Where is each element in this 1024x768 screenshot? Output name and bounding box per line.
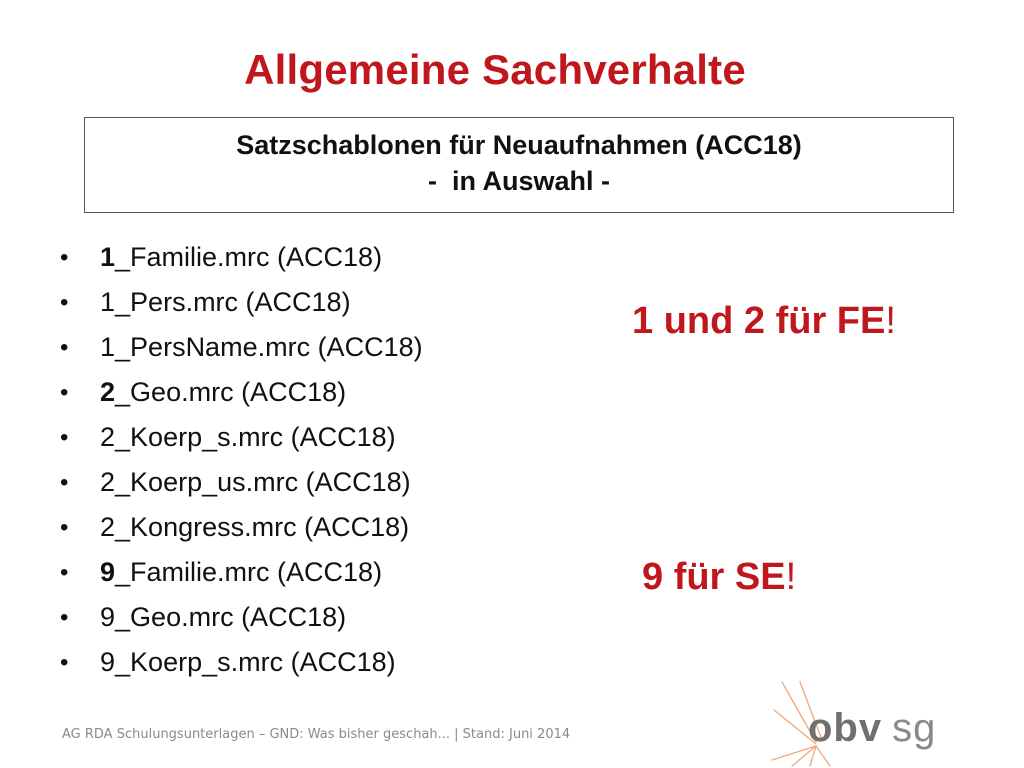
bullet-icon: • [60,604,69,631]
item-number: 1 [100,287,116,317]
list-item [58,235,423,280]
item-text: _PersName.mrc (ACC18) [115,332,423,362]
note-fe-exclamation: ! [885,300,896,342]
bullet-icon: • [60,424,69,451]
list-item [58,460,423,505]
item-number: 9 [100,602,116,632]
item-text: _Familie.mrc (ACC18) [115,557,383,587]
note-se-exclamation: ! [785,556,797,598]
bullet-icon: • [60,334,69,361]
item-number: 2 [100,377,116,407]
bullet-icon: • [60,559,69,586]
template-list [58,235,423,685]
list-item [58,280,423,325]
list-item [58,640,423,685]
slide-title: Allgemeine Sachverhalte [244,46,746,93]
subtitle-line-2: - in Auswahl - [428,166,610,196]
list-item [58,325,423,370]
item-number: 1 [100,242,116,272]
bullet-icon: • [60,289,69,316]
item-text: _Koerp_us.mrc (ACC18) [115,467,411,497]
subtitle-line-1: Satzschablonen für Neuaufnahmen (ACC18) [236,130,802,160]
list-item [58,550,423,595]
item-text: _Koerp_s.mrc (ACC18) [115,422,396,452]
item-text: _Geo.mrc (ACC18) [115,377,347,407]
item-text: _Pers.mrc (ACC18) [115,287,351,317]
item-text: _Familie.mrc (ACC18) [115,242,383,272]
note-se-text: 9 für SE [642,556,786,598]
subtitle-box [84,117,954,213]
list-item [58,595,423,640]
list-item [58,505,423,550]
item-number: 9 [100,557,116,587]
bullet-icon: • [60,649,69,676]
note-fe-text: 1 und 2 für FE [632,300,886,342]
bullet-icon: • [60,379,69,406]
note-fe [632,300,896,343]
item-number: 2 [100,422,116,452]
list-item [58,370,423,415]
bullet-icon: • [60,244,69,271]
bullet-icon: • [60,469,69,496]
footer-text: AG RDA Schulungsunterlagen – GND: Was bisher geschah... | Stand: Juni 2014 [62,727,571,742]
item-text: _Geo.mrc (ACC18) [115,602,347,632]
list-item [58,415,423,460]
item-text: _Kongress.mrc (ACC18) [115,512,410,542]
bullet-icon: • [60,514,69,541]
logo-obv: obv [808,706,883,750]
obv-sg-logo [808,706,936,751]
item-number: 1 [100,332,116,362]
note-se [642,556,796,599]
item-text: _Koerp_s.mrc (ACC18) [115,647,396,677]
item-number: 9 [100,647,116,677]
item-number: 2 [100,467,116,497]
logo-sg: sg [892,706,937,750]
item-number: 2 [100,512,116,542]
